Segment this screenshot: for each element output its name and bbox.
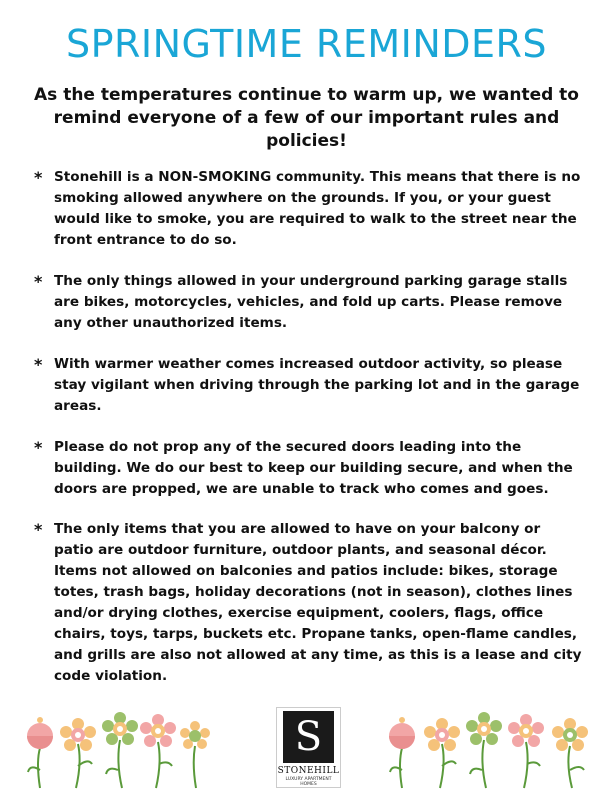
logo-name: STONEHILL <box>277 766 340 776</box>
logo-tagline: LUXURY APARTMENT HOMES <box>285 777 332 787</box>
list-item-text: The only items that you are allowed to have on your balcony or patio are outdoor furniture, outdoor plants, and seasonal décor. Items not allowed on balconies and patios include: bikes, storage totes, trash bags, holiday decorations (not in season), clothes lines and/or drying clothes, exercise equipment, coolers, flags, office chairs, toys, tarps, buckets etc. Propane tanks, open-flame candles, and grills are also not allowed at any time, as this is a lease and city code violation. <box>54 521 582 684</box>
reminders-list <box>34 167 582 687</box>
bullet-star-icon: * <box>34 272 43 291</box>
page-title: SPRINGTIME REMINDERS <box>65 22 548 66</box>
list-item <box>34 271 582 334</box>
list-item <box>34 437 582 500</box>
list-item-text: Stonehill is a NON-SMOKING community. This means that there is no smoking allowed anywhere on the grounds. If you, or your guest would like to smoke, you are required to walk to the street near the front entrance to do so. <box>54 169 581 248</box>
bullet-star-icon: * <box>34 168 43 187</box>
list-item-text: Please do not prop any of the secured doors leading into the building. We do our best to keep our building secure, and when the doors are propped, we are unable to track who comes and goes. <box>54 439 573 497</box>
flower-icon <box>27 717 53 749</box>
flower-icon <box>389 717 415 749</box>
list-item <box>34 354 582 417</box>
bullet-star-icon: * <box>34 438 43 457</box>
list-item-text: With warmer weather comes increased outdoor activity, so please stay vigilant when driving through the parking lot and in the garage areas. <box>54 356 580 414</box>
bullet-star-icon: * <box>34 520 43 539</box>
bullet-star-icon: * <box>34 355 43 374</box>
flower-border-right-icon <box>380 700 605 793</box>
list-item <box>34 519 582 687</box>
list-item <box>34 167 582 251</box>
logo-monogram-box <box>283 711 334 763</box>
flower-icon <box>180 721 210 749</box>
flower-border-left-icon <box>10 700 210 793</box>
logo-monogram: S <box>294 714 323 760</box>
intro-text: As the temperatures continue to warm up, we wanted to remind everyone of a few of our important rules and policies! <box>34 85 579 151</box>
list-item-text: The only things allowed in your underground parking garage stalls are bikes, motorcycles, vehicles, and fold up carts. Please remove any other unauthorized items. <box>54 273 568 331</box>
stonehill-logo <box>276 707 341 788</box>
